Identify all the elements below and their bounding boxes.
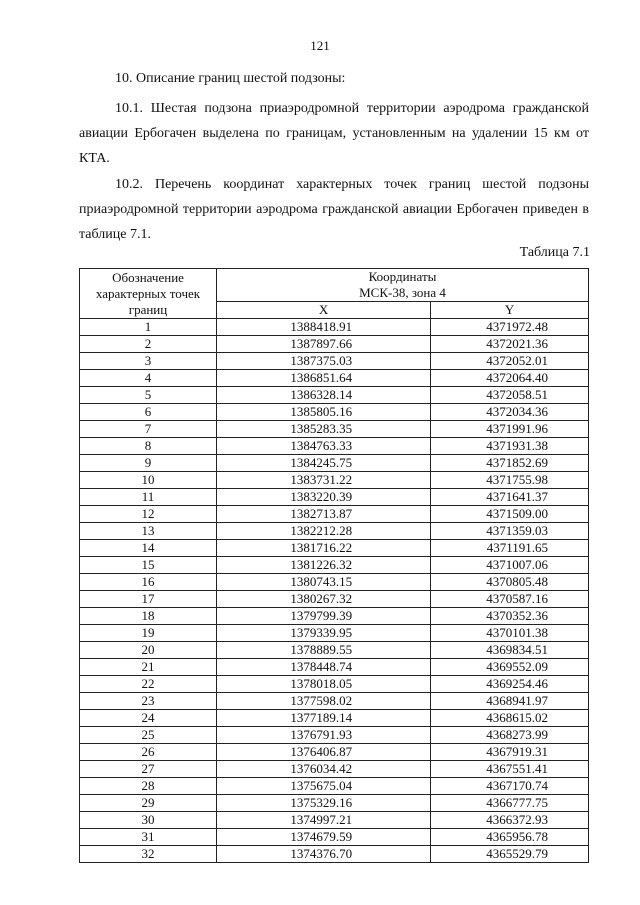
table-row — [80, 489, 589, 506]
point-number-cell: 14 — [80, 540, 217, 557]
table-row — [80, 404, 589, 421]
x-coordinate-cell: 1385283.35 — [217, 421, 431, 438]
y-coordinate-cell: 4371007.06 — [431, 557, 589, 574]
y-coordinate-cell: 4365956.78 — [431, 829, 589, 846]
table-row — [80, 642, 589, 659]
x-coordinate-cell: 1381716.22 — [217, 540, 431, 557]
x-coordinate-cell: 1374376.70 — [217, 846, 431, 863]
y-coordinate-cell: 4371931.38 — [431, 438, 589, 455]
table-row — [80, 778, 589, 795]
x-coordinate-cell: 1376791.93 — [217, 727, 431, 744]
table-row — [80, 812, 589, 829]
table-row — [80, 659, 589, 676]
x-column-header: X — [217, 302, 431, 319]
y-coordinate-cell: 4371991.96 — [431, 421, 589, 438]
y-coordinate-cell: 4371641.37 — [431, 489, 589, 506]
y-coordinate-cell: 4369834.51 — [431, 642, 589, 659]
y-coordinate-cell: 4368941.97 — [431, 693, 589, 710]
y-coordinate-cell: 4371359.03 — [431, 523, 589, 540]
x-coordinate-cell: 1380743.15 — [217, 574, 431, 591]
point-number-cell: 26 — [80, 744, 217, 761]
table-row — [80, 591, 589, 608]
x-coordinate-cell: 1386851.64 — [217, 370, 431, 387]
point-number-cell: 8 — [80, 438, 217, 455]
table-row — [80, 540, 589, 557]
x-coordinate-cell: 1387897.66 — [217, 336, 431, 353]
table-row — [80, 829, 589, 846]
point-number-cell: 23 — [80, 693, 217, 710]
point-number-cell: 25 — [80, 727, 217, 744]
y-coordinate-cell: 4370587.16 — [431, 591, 589, 608]
point-number-cell: 27 — [80, 761, 217, 778]
coordinates-header-title: Координаты — [368, 269, 437, 284]
y-coordinate-cell: 4365529.79 — [431, 846, 589, 863]
y-coordinate-cell: 4370352.36 — [431, 608, 589, 625]
paragraph-coordinates-list: 10.2. Перечень координат характерных точек границ шестой подзоны приаэродромной территории аэродрома гражданской авиации Ербогачен приведен в таблице 7.1. — [79, 177, 589, 242]
table-row — [80, 557, 589, 574]
point-number-cell: 20 — [80, 642, 217, 659]
table-row — [80, 455, 589, 472]
point-number-cell: 5 — [80, 387, 217, 404]
y-coordinate-cell: 4371972.48 — [431, 319, 589, 336]
x-coordinate-cell: 1375675.04 — [217, 778, 431, 795]
point-number-cell: 9 — [80, 455, 217, 472]
x-coordinate-cell: 1376406.87 — [217, 744, 431, 761]
x-coordinate-cell: 1383220.39 — [217, 489, 431, 506]
table-row — [80, 523, 589, 540]
point-number-cell: 19 — [80, 625, 217, 642]
table-row — [80, 421, 589, 438]
y-coordinate-cell: 4367170.74 — [431, 778, 589, 795]
point-number-cell: 22 — [80, 676, 217, 693]
table-row — [80, 744, 589, 761]
y-coordinate-cell: 4367919.31 — [431, 744, 589, 761]
table-row — [80, 761, 589, 778]
table-row — [80, 693, 589, 710]
x-coordinate-cell: 1379339.95 — [217, 625, 431, 642]
point-number-cell: 15 — [80, 557, 217, 574]
x-coordinate-cell: 1386328.14 — [217, 387, 431, 404]
table-row — [80, 370, 589, 387]
table-row — [80, 336, 589, 353]
x-coordinate-cell: 1384763.33 — [217, 438, 431, 455]
coordinates-group-header — [217, 269, 589, 302]
coordinates-header-system: МСК-38, зона 4 — [359, 285, 446, 300]
y-column-header: Y — [431, 302, 589, 319]
coordinates-table-body — [80, 319, 589, 863]
coordinates-table — [79, 268, 589, 863]
point-number-cell: 10 — [80, 472, 217, 489]
point-number-cell: 18 — [80, 608, 217, 625]
y-coordinate-cell: 4371509.00 — [431, 506, 589, 523]
x-coordinate-cell: 1379799.39 — [217, 608, 431, 625]
x-coordinate-cell: 1377598.02 — [217, 693, 431, 710]
point-number-cell: 2 — [80, 336, 217, 353]
x-coordinate-cell: 1385805.16 — [217, 404, 431, 421]
point-number-cell: 4 — [80, 370, 217, 387]
point-number-cell: 16 — [80, 574, 217, 591]
y-coordinate-cell: 4372058.51 — [431, 387, 589, 404]
y-coordinate-cell: 4369254.46 — [431, 676, 589, 693]
point-number-cell: 12 — [80, 506, 217, 523]
y-coordinate-cell: 4367551.41 — [431, 761, 589, 778]
table-row — [80, 387, 589, 404]
table-row — [80, 710, 589, 727]
y-coordinate-cell: 4366777.75 — [431, 795, 589, 812]
point-number-cell: 31 — [80, 829, 217, 846]
x-coordinate-cell: 1378889.55 — [217, 642, 431, 659]
x-coordinate-cell: 1378448.74 — [217, 659, 431, 676]
y-coordinate-cell: 4366372.93 — [431, 812, 589, 829]
x-coordinate-cell: 1381226.32 — [217, 557, 431, 574]
point-number-cell: 30 — [80, 812, 217, 829]
y-coordinate-cell: 4370805.48 — [431, 574, 589, 591]
paragraph-subzone-description: 10.1. Шестая подзона приаэродромной территории аэродрома гражданской авиации Ербогачен выделена по границам, установленным на удалении 15 км от КТА. — [79, 101, 589, 166]
point-number-cell: 3 — [80, 353, 217, 370]
point-number-cell: 32 — [80, 846, 217, 863]
x-coordinate-cell: 1383731.22 — [217, 472, 431, 489]
x-coordinate-cell: 1380267.32 — [217, 591, 431, 608]
point-number-cell: 1 — [80, 319, 217, 336]
x-coordinate-cell: 1388418.91 — [217, 319, 431, 336]
point-number-cell: 21 — [80, 659, 217, 676]
section-title: 10. Описание границ шестой подзоны: — [115, 71, 346, 86]
point-number-cell: 13 — [80, 523, 217, 540]
x-coordinate-cell: 1376034.42 — [217, 761, 431, 778]
point-number-cell: 17 — [80, 591, 217, 608]
y-coordinate-cell: 4372064.40 — [431, 370, 589, 387]
x-coordinate-cell: 1375329.16 — [217, 795, 431, 812]
point-number-cell: 11 — [80, 489, 217, 506]
y-coordinate-cell: 4368273.99 — [431, 727, 589, 744]
y-coordinate-cell: 4371852.69 — [431, 455, 589, 472]
y-coordinate-cell: 4372034.36 — [431, 404, 589, 421]
y-coordinate-cell: 4372052.01 — [431, 353, 589, 370]
x-coordinate-cell: 1387375.03 — [217, 353, 431, 370]
x-coordinate-cell: 1374679.59 — [217, 829, 431, 846]
x-coordinate-cell: 1378018.05 — [217, 676, 431, 693]
point-number-cell: 29 — [80, 795, 217, 812]
y-coordinate-cell: 4368615.02 — [431, 710, 589, 727]
table-row — [80, 727, 589, 744]
table-row — [80, 506, 589, 523]
table-row — [80, 846, 589, 863]
table-row — [80, 795, 589, 812]
point-column-header: Обозначение характерных точек границ — [80, 269, 217, 319]
x-coordinate-cell: 1382212.28 — [217, 523, 431, 540]
table-row — [80, 676, 589, 693]
x-coordinate-cell: 1382713.87 — [217, 506, 431, 523]
page-number: 121 — [310, 38, 330, 53]
table-row — [80, 438, 589, 455]
table-row — [80, 319, 589, 336]
y-coordinate-cell: 4371191.65 — [431, 540, 589, 557]
x-coordinate-cell: 1374997.21 — [217, 812, 431, 829]
table-row — [80, 625, 589, 642]
point-number-cell: 24 — [80, 710, 217, 727]
table-caption: Таблица 7.1 — [519, 245, 590, 260]
table-row — [80, 353, 589, 370]
point-number-cell: 6 — [80, 404, 217, 421]
table-row — [80, 608, 589, 625]
table-row — [80, 472, 589, 489]
table-row — [80, 574, 589, 591]
y-coordinate-cell: 4371755.98 — [431, 472, 589, 489]
x-coordinate-cell: 1384245.75 — [217, 455, 431, 472]
point-number-cell: 7 — [80, 421, 217, 438]
y-coordinate-cell: 4370101.38 — [431, 625, 589, 642]
y-coordinate-cell: 4369552.09 — [431, 659, 589, 676]
y-coordinate-cell: 4372021.36 — [431, 336, 589, 353]
point-number-cell: 28 — [80, 778, 217, 795]
x-coordinate-cell: 1377189.14 — [217, 710, 431, 727]
